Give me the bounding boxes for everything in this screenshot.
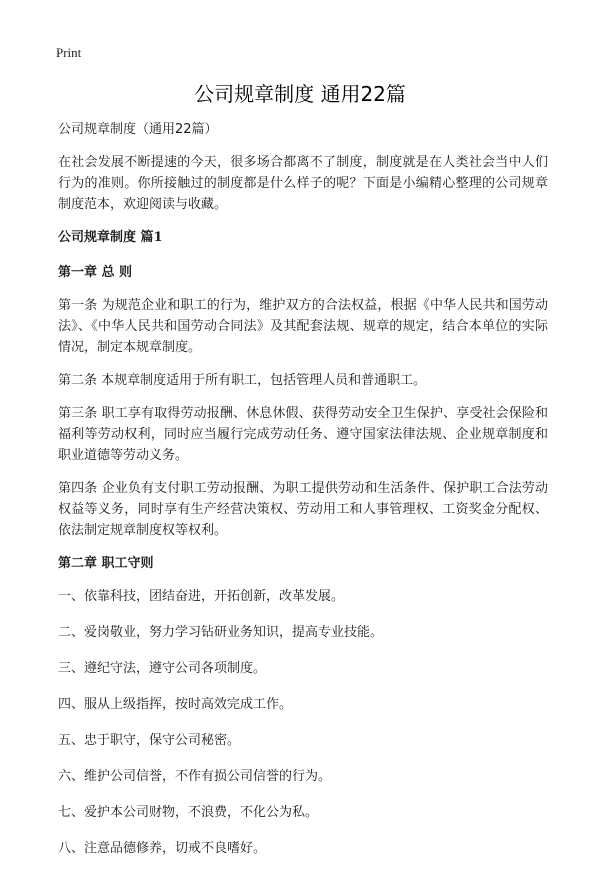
rule-item: 五、忠于职守，保守公司秘密。	[58, 733, 241, 748]
section-heading: 公司规章制度 篇1	[58, 230, 163, 245]
article-3: 第三条 职工享有取得劳动报酬、休息休假、获得劳动安全卫生保护、享受社会保险和福利等劳动权利，同时应当履行完成劳动任务、遵守国家法律法规、企业规章制度和职业道德等劳动义务。	[58, 406, 548, 463]
rule-item: 二、爱岗敬业，努力学习钻研业务知识，提高专业技能。	[58, 625, 384, 640]
rule-item: 七、爱护本公司财物，不浪费，不化公为私。	[58, 805, 319, 820]
chapter-1-heading: 第一章 总 则	[58, 265, 133, 280]
rule-item: 六、维护公司信誉，不作有损公司信誉的行为。	[58, 769, 332, 784]
rule-item: 三、遵纪守法，遵守公司各项制度。	[58, 661, 267, 676]
document-body	[58, 119, 548, 874]
print-link[interactable]: Print	[56, 45, 82, 60]
article-4: 第四条 企业负有支付职工劳动报酬、为职工提供劳动和生活条件、保护职工合法劳动权益等义务，同时享有生产经营决策权、劳动用工和人事管理权、工资奖金分配权、依法制定规章制度权等权利。	[58, 481, 548, 538]
intro-paragraph: 在社会发展不断提速的今天，很多场合都离不了制度，制度就是在人类社会当中人们行为的准则。你所接触过的制度都是什么样子的呢？下面是小编精心整理的公司规章制度范本，欢迎阅读与收藏。	[58, 155, 548, 212]
article-1: 第一条 为规范企业和职工的行为，维护双方的合法权益，根据《中华人民共和国劳动法》、《中华人民共和国劳动合同法》及其配套法规、规章的规定，结合本单位的实际情况，制定本规章制度。	[58, 298, 548, 355]
document-subtitle: 公司规章制度（通用22篇）	[58, 122, 218, 137]
page-title: 公司规章制度 通用22篇	[194, 82, 406, 106]
rule-item: 一、依靠科技，团结奋进，开拓创新，改革发展。	[58, 589, 345, 604]
chapter-2-heading: 第二章 职工守则	[58, 556, 154, 571]
rule-item: 四、服从上级指挥，按时高效完成工作。	[58, 697, 293, 712]
article-2: 第二条 本规章制度适用于所有职工，包括管理人员和普通职工。	[58, 373, 427, 388]
rule-item: 八、注意品德修养，切戒不良嗜好。	[58, 841, 267, 856]
